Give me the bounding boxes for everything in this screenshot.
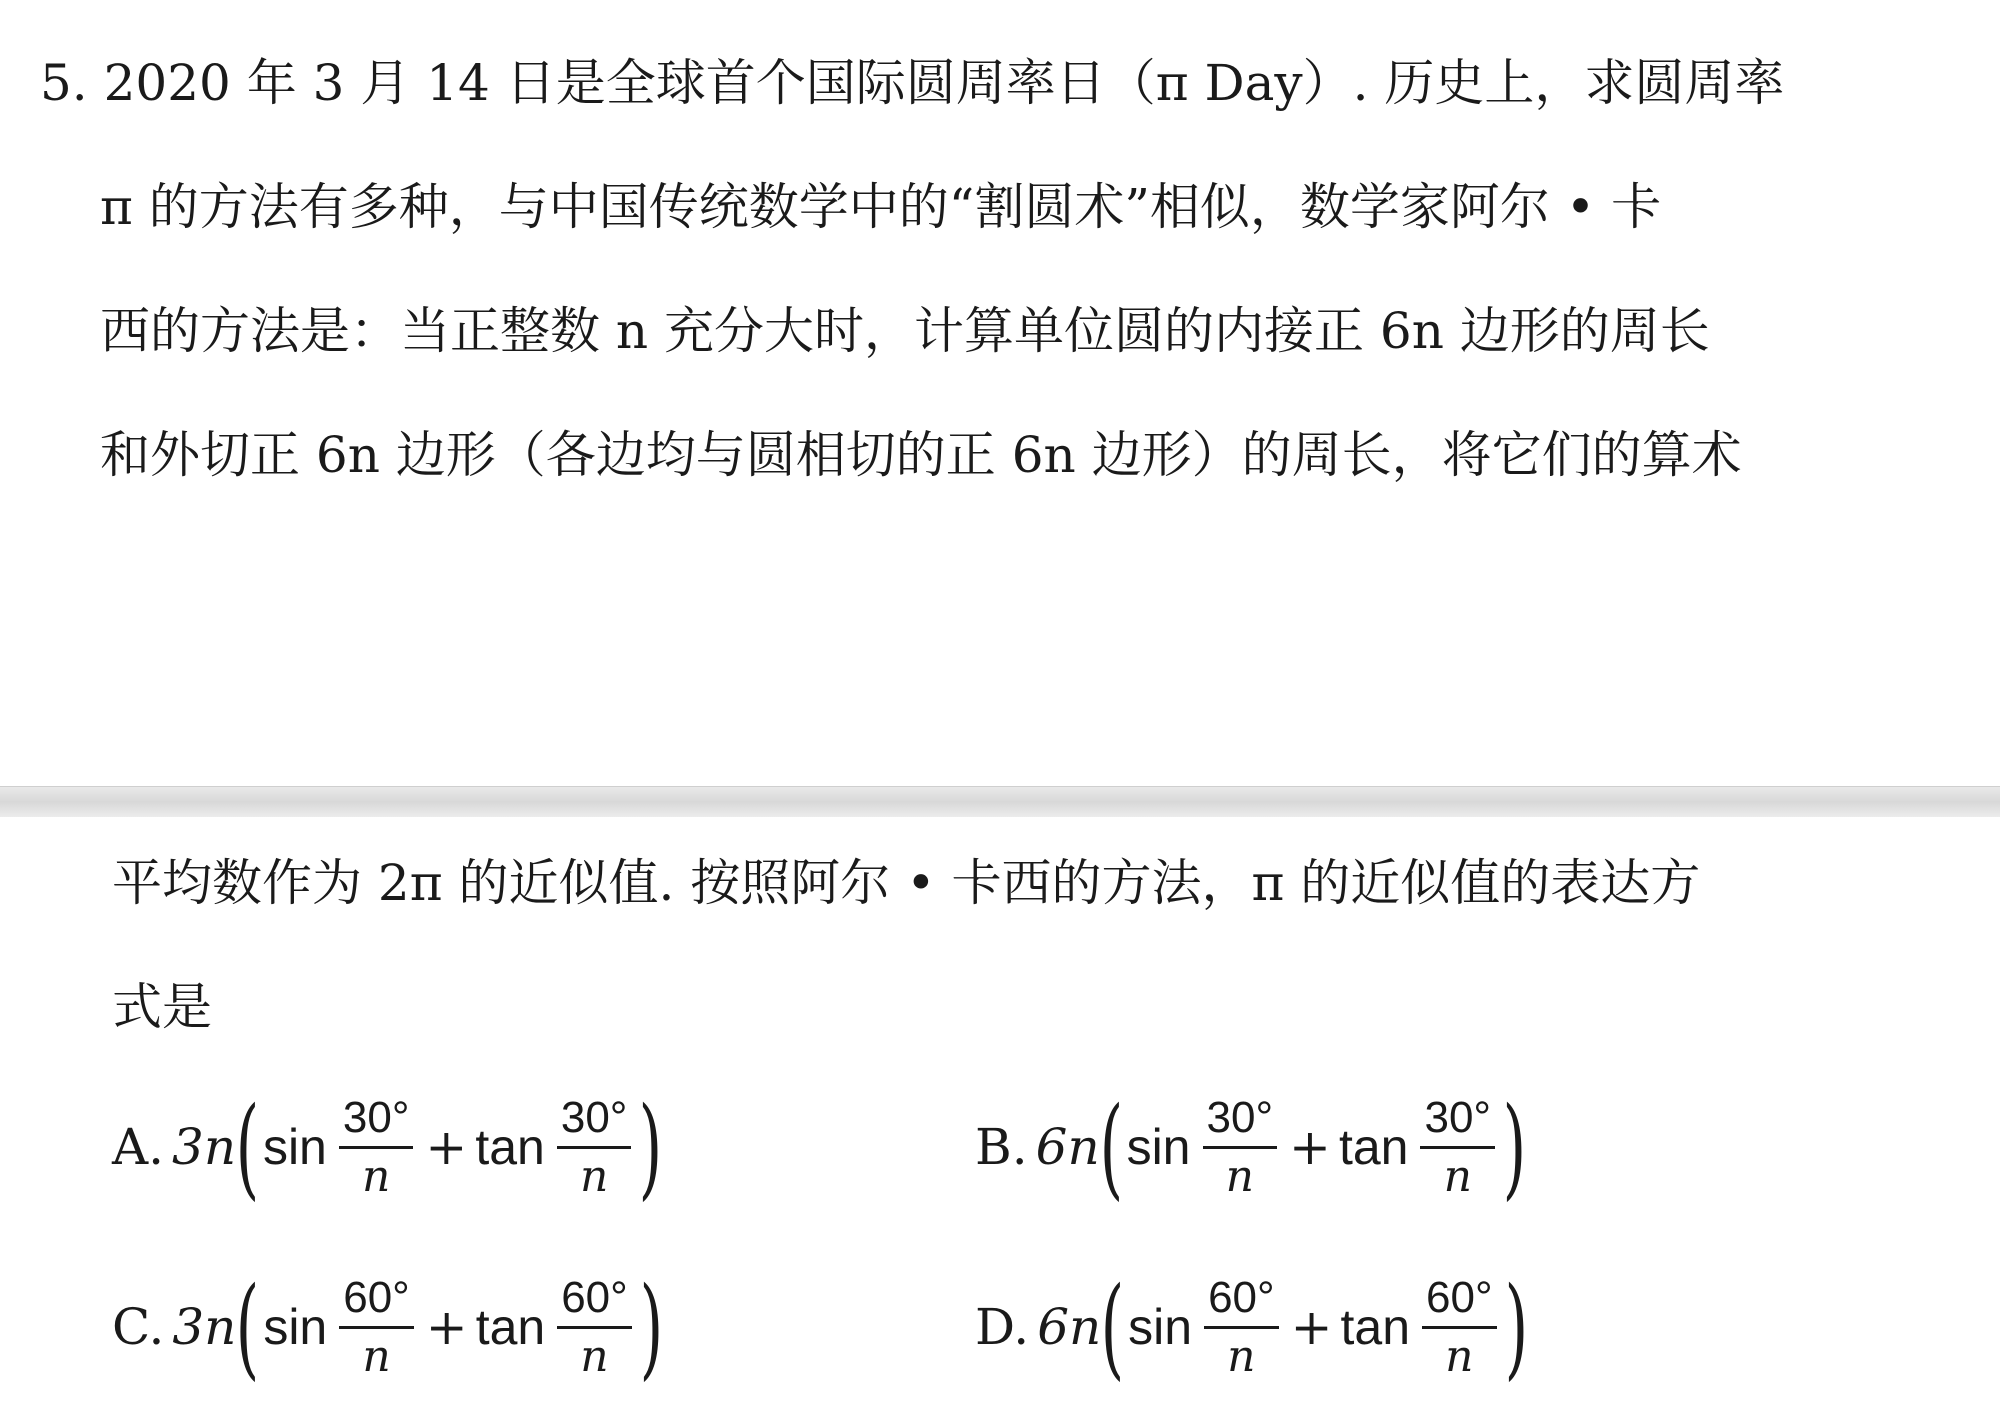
tan-function: tan (1338, 1119, 1409, 1175)
fraction-denominator: n (1443, 1150, 1472, 1202)
fraction (1420, 1092, 1495, 1202)
fraction-numerator: 60° (557, 1276, 632, 1329)
pane-splitter[interactable] (0, 786, 2000, 818)
question-line-5: 平均数作为 2π 的近似值. 按照阿尔 • 卡西的方法，π 的近似值的表达方 (112, 854, 1701, 912)
sin-function: sin (263, 1299, 328, 1355)
option-label: D. (975, 1298, 1030, 1356)
fraction-numerator: 30° (1203, 1096, 1278, 1149)
fraction-denominator: n (579, 1150, 609, 1202)
fraction (557, 1272, 632, 1382)
question-line-2: π 的方法有多种，与中国传统数学中的“割圆术”相似，数学家阿尔 • 卡 (100, 178, 1662, 236)
question-line-1: 5. 2020 年 3 月 14 日是全球首个国际圆周率日（π Day）. 历史上，求圆周率 (40, 54, 1785, 112)
fraction (339, 1272, 414, 1382)
option-label: A. (112, 1118, 165, 1176)
fraction-denominator: n (362, 1330, 391, 1382)
option-c[interactable] (112, 1263, 664, 1391)
left-paren-icon: ( (235, 1083, 260, 1211)
fraction-numerator: 60° (339, 1276, 414, 1329)
option-coefficient: 6n (1037, 1298, 1102, 1356)
left-paren-icon: ( (1099, 1083, 1123, 1211)
fraction-numerator: 30° (339, 1096, 414, 1149)
fraction-numerator: 30° (557, 1096, 632, 1149)
option-d[interactable] (975, 1263, 1528, 1391)
fraction-numerator: 60° (1422, 1276, 1497, 1329)
left-paren-icon: ( (236, 1263, 260, 1391)
right-paren-icon: ) (639, 1263, 664, 1391)
fraction (557, 1092, 632, 1202)
fraction-denominator: n (1445, 1330, 1474, 1382)
right-paren-icon: ) (1504, 1263, 1528, 1391)
option-label: C. (112, 1298, 165, 1356)
sin-function: sin (262, 1119, 327, 1175)
option-label: B. (975, 1118, 1028, 1176)
fraction-denominator: n (580, 1330, 609, 1382)
right-paren-icon: ) (639, 1083, 663, 1211)
left-paren-icon: ( (1100, 1263, 1125, 1391)
fraction-denominator: n (361, 1150, 391, 1202)
sin-function: sin (1126, 1119, 1191, 1175)
option-coefficient: 3n (172, 1118, 237, 1176)
option-coefficient: 3n (172, 1298, 237, 1356)
option-b[interactable] (975, 1083, 1527, 1211)
tan-function: tan (475, 1299, 546, 1355)
fraction-denominator: n (1227, 1330, 1256, 1382)
question-line-6: 式是 (112, 978, 212, 1036)
tan-function: tan (1340, 1299, 1411, 1355)
fraction (1203, 1092, 1278, 1202)
fraction (1204, 1272, 1279, 1382)
sin-function: sin (1128, 1299, 1193, 1355)
fraction-denominator: n (1225, 1150, 1254, 1202)
fraction (339, 1092, 414, 1202)
option-coefficient: 6n (1035, 1118, 1100, 1176)
fraction (1422, 1272, 1497, 1382)
plus-sign: + (1289, 1118, 1331, 1176)
tan-function: tan (475, 1119, 545, 1175)
question-line-3: 西的方法是：当正整数 n 充分大时，计算单位圆的内接正 6n 边形的周长 (100, 302, 1710, 360)
plus-sign: + (425, 1118, 468, 1176)
plus-sign: + (425, 1298, 468, 1356)
fraction-numerator: 30° (1420, 1096, 1495, 1149)
right-paren-icon: ) (1502, 1083, 1527, 1211)
option-a[interactable] (112, 1083, 663, 1211)
fraction-numerator: 60° (1204, 1276, 1279, 1329)
plus-sign: + (1290, 1298, 1333, 1356)
question-line-4: 和外切正 6n 边形（各边均与圆相切的正 6n 边形）的周长，将它们的算术 (100, 426, 1742, 484)
